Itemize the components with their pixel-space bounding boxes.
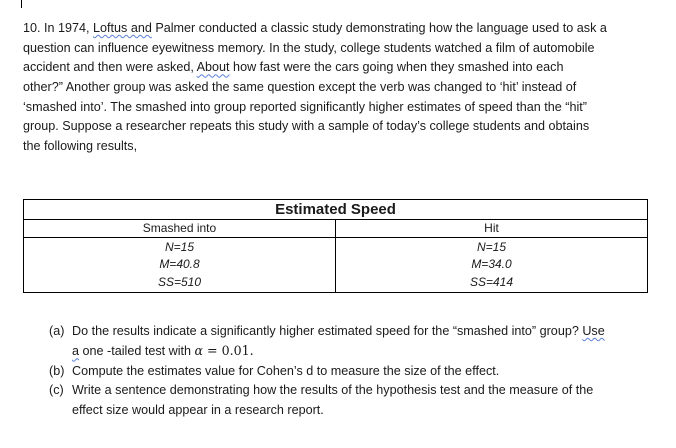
text-segment: group. Suppose a researcher repeats this study with a sample of today’s college students and obtains	[23, 119, 590, 134]
text-segment: other?” Another group was asked the same question except the verb was changed to ‘hit’ instead of	[23, 80, 577, 95]
question-part	[49, 322, 659, 362]
spellcheck-flagged-text: Loftus and	[93, 21, 152, 35]
alpha-symbol: α	[194, 343, 204, 359]
text-segment: how fast were the cars going when they smashed into each	[229, 60, 564, 75]
text-line	[23, 19, 653, 39]
text-line	[72, 381, 659, 400]
column-header-hit: Hit	[336, 220, 648, 238]
text-segment: the following results,	[23, 139, 138, 154]
text-line	[72, 362, 659, 381]
part-label: (a)	[49, 324, 65, 338]
text-segment: Write a sentence demonstrating how the results of the hypothesis test and the measure of the	[72, 383, 594, 398]
question-paragraph	[23, 19, 653, 157]
text-line	[72, 401, 659, 420]
text-segment: ‘smashed into’. The smashed into group reported significantly higher estimates of speed than the “hit”	[23, 99, 588, 114]
text-line	[23, 39, 653, 59]
question-part	[49, 381, 659, 420]
text-segment: accident and then were asked,	[23, 60, 197, 75]
text-line	[72, 341, 659, 361]
spellcheck-flagged-text: Use	[582, 324, 605, 338]
stat-n: N=15	[476, 240, 507, 254]
text-line	[23, 98, 653, 118]
spellcheck-flagged-text: a	[72, 344, 80, 359]
stats-cell-hit	[336, 238, 648, 293]
stat-ss: SS=510	[157, 274, 202, 289]
part-label: (b)	[49, 363, 65, 378]
column-header-smashed-into: Smashed into	[24, 220, 336, 238]
text-line	[23, 137, 653, 157]
text-segment: question can influence eyewitness memory. In the study, college students watched a film of automobile	[23, 40, 595, 55]
text-line	[72, 322, 659, 341]
results-table	[23, 199, 648, 293]
stats-cell-smashed-into	[24, 238, 336, 293]
spellcheck-flagged-text: About	[196, 60, 230, 75]
text-segment: Compute the estimates value for Cohen’s d to measure the size of the effect.	[72, 363, 500, 378]
stat-n: N=15	[164, 240, 195, 254]
text-segment: Palmer conducted a classic study demonstrating how the language used to ask a	[151, 21, 607, 35]
text-segment: = 0.01.	[203, 343, 254, 359]
text-line	[23, 58, 653, 78]
question-parts-list	[49, 322, 659, 420]
stat-mean: M=40.8	[159, 257, 200, 272]
text-line	[23, 117, 653, 137]
text-segment: 10. In 1974,	[23, 21, 94, 35]
table-title: Estimated Speed	[24, 200, 648, 220]
stat-mean: M=34.0	[471, 257, 512, 272]
text-segment: one -tailed test with	[79, 344, 195, 359]
text-segment: effect size would appear in a research report.	[72, 402, 324, 417]
question-part	[49, 362, 659, 381]
text-segment: Do the results indicate a significantly higher estimated speed for the “smashed into” group?	[72, 324, 583, 338]
text-cursor	[21, 0, 22, 8]
part-label: (c)	[49, 383, 64, 398]
text-line	[23, 78, 653, 98]
stat-ss: SS=414	[469, 274, 514, 289]
